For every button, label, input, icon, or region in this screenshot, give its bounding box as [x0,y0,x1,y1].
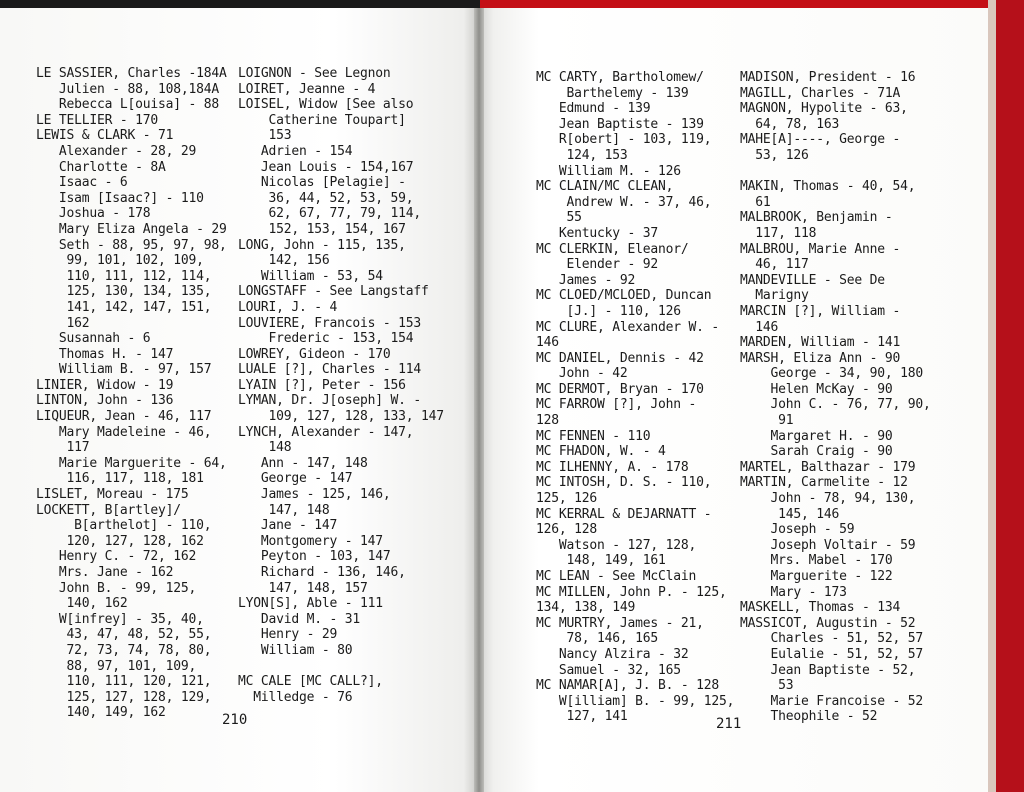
index-entry: William - 53, 54 [238,268,383,284]
index-entry: Marie Marguerite - 64, [36,455,227,471]
index-entry: 152, 153, 154, 167 [238,221,406,237]
index-entry: 120, 127, 128, 162 [36,533,204,549]
index-entry: MC INTOSH, D. S. - 110, [536,475,712,491]
index-entry: MARSH, Eliza Ann - 90 [740,350,901,366]
index-entry: MC CLAIN/MC CLEAN, [536,179,674,195]
right-page-index-column-2 [740,70,931,725]
index-entry: 141, 142, 147, 151, [36,299,212,315]
index-entry: George - 34, 90, 180 [740,366,924,382]
index-entry: Elender - 92 [536,257,659,273]
index-entry: 125, 126 [536,491,598,507]
index-entry: Jean Louis - 154,167 [238,159,414,175]
index-entry: MAKIN, Thomas - 40, 54, [740,179,916,195]
index-entry: LOIGNON - See Legnon [238,66,391,81]
index-entry: 116, 117, 118, 181 [36,471,204,487]
index-entry: 88, 97, 101, 109, [36,658,197,674]
index-entry: 142, 156 [238,253,330,269]
index-entry [740,164,931,180]
index-entry: Kentucky - 37 [536,225,659,241]
index-entry: Edmund - 139 [536,101,651,117]
index-entry: Alexander - 28, 29 [36,143,197,159]
index-entry: LOWREY, Gideon - 170 [238,346,391,362]
index-entry: 140, 149, 162 [36,705,166,721]
index-entry: MC MURTRY, James - 21, [536,615,704,631]
index-entry: 36, 44, 52, 53, 59, [238,190,414,206]
index-entry: Theophile - 52 [740,709,878,725]
index-entry: Barthelemy - 139 [536,85,689,101]
index-entry: 109, 127, 128, 133, 147 [238,409,444,425]
index-entry: 148, 149, 161 [536,553,666,569]
index-entry: MC DANIEL, Dennis - 42 [536,350,704,366]
index-entry: LOURI, J. - 4 [238,299,338,315]
index-entry: William M. - 126 [536,163,681,179]
index-entry: LONGSTAFF - See Langstaff [238,284,429,300]
index-entry: Charles - 51, 52, 57 [740,631,924,647]
book-gutter [474,8,484,792]
index-entry: Joseph - 59 [740,522,855,538]
index-entry: Catherine Toupart] [238,112,406,128]
index-entry: 125, 127, 128, 129, [36,689,212,705]
index-entry: Milledge - 76 [238,689,353,705]
index-entry: LIQUEUR, Jean - 46, 117 [36,409,212,425]
index-entry: B[arthelot] - 110, [36,518,212,534]
index-entry: 140, 162 [36,596,128,612]
index-entry: Rebecca L[ouisa] - 88 [36,97,220,113]
index-entry: LE SASSIER, Charles -184A [36,66,227,81]
index-entry: Isam [Isaac?] - 110 [36,190,204,206]
index-entry: Marie Francoise - 52 [740,693,924,709]
index-entry: Nancy Alzira - 32 [536,646,689,662]
index-entry: MC CALE [MC CALL?], [238,674,383,690]
index-entry: 61 [740,194,771,210]
index-entry: [J.] - 110, 126 [536,303,681,319]
index-entry: Andrew W. - 37, 46, [536,194,712,210]
index-entry: MC LEAN - See McClain [536,569,697,584]
index-entry: MADISON, President - 16 [740,70,916,85]
index-entry: MC ILHENNY, A. - 178 [536,459,689,475]
index-entry: Isaac - 6 [36,175,128,191]
index-entry: LOIRET, Jeanne - 4 [238,81,376,97]
index-entry: MC KERRAL & DEJARNATT - [536,506,712,522]
index-entry: 62, 67, 77, 79, 114, [238,206,422,222]
index-entry: 162 [36,315,90,331]
index-entry: Samuel - 32, 165 [536,662,681,678]
index-entry: MC NAMAR[A], J. B. - 128 [536,678,720,694]
index-entry: Joseph Voltair - 59 [740,537,916,553]
index-entry: Margaret H. - 90 [740,428,893,444]
index-entry: Henry - 29 [238,627,338,643]
index-entry: Joshua - 178 [36,206,151,222]
index-entry: Seth - 88, 95, 97, 98, [36,237,227,253]
index-entry: William B. - 97, 157 [36,362,212,378]
index-entry: 146 [740,319,779,335]
index-entry: John - 78, 94, 130, [740,491,916,507]
index-entry: James - 125, 146, [238,487,391,503]
index-entry: Peyton - 103, 147 [238,549,391,565]
index-entry: John B. - 99, 125, [36,580,197,596]
right-page-number: 211 [716,716,742,732]
index-entry: 153 [238,128,292,144]
index-entry: Jane - 147 [238,518,338,534]
index-entry: MC FARROW [?], John - [536,397,697,413]
index-entry: Susannah - 6 [36,331,151,347]
index-entry: LINTON, John - 136 [36,393,174,409]
left-page-index-column-2 [238,66,444,705]
index-entry: R[obert] - 103, 119, [536,132,712,148]
index-entry: W[illiam] B. - 99, 125, [536,693,735,709]
index-entry: MC MILLEN, John P. - 125, [536,584,727,600]
index-entry: W[infrey] - 35, 40, [36,611,204,627]
index-entry: LYMAN, Dr. J[oseph] W. - [238,393,422,409]
index-entry: MASKELL, Thomas - 134 [740,600,901,616]
index-entry: LOCKETT, B[artley]/ [36,502,181,518]
index-entry: 53 [740,678,794,694]
index-entry: MASSICOT, Augustin - 52 [740,615,916,631]
index-entry: LYON[S], Able - 111 [238,596,383,612]
index-entry: MARTIN, Carmelite - 12 [740,475,908,491]
index-entry: Mrs. Jane - 162 [36,565,174,580]
book-cover-edge [996,0,1024,792]
index-entry [238,659,444,675]
index-entry: Mary Madeleine - 46, [36,424,212,440]
index-entry: 125, 130, 134, 135, [36,284,212,300]
index-entry: Sarah Craig - 90 [740,444,893,460]
index-entry: Mrs. Mabel - 170 [740,553,893,569]
index-entry: Henry C. - 72, 162 [36,549,197,565]
index-entry: LUALE [?], Charles - 114 [238,362,422,378]
index-entry: 72, 73, 74, 78, 80, [36,642,212,658]
index-entry: 128 [536,413,559,429]
index-entry: John - 42 [536,366,628,382]
index-entry: James - 92 [536,272,636,288]
index-entry: 53, 126 [740,147,809,163]
left-page-index-column-1 [36,66,227,721]
index-entry: MC CLURE, Alexander W. - [536,319,720,335]
index-entry: Nicolas [Pelagie] - [238,175,406,191]
index-entry: LE TELLIER - 170 [36,112,159,128]
index-entry: 126, 128 [536,522,598,538]
index-entry: MALBROU, Marie Anne - [740,241,901,257]
index-entry: 55 [536,210,582,226]
index-entry: MC CARTY, Bartholomew/ [536,70,704,85]
index-entry: MC CLERKIN, Eleanor/ [536,241,689,257]
book-cover-top-edge [480,0,1024,8]
index-entry: Jean Baptiste - 139 [536,116,704,132]
index-entry: LYAIN [?], Peter - 156 [238,377,406,393]
index-entry: 146 [536,335,559,351]
index-entry: MANDEVILLE - See De [740,272,885,288]
index-entry: 145, 146 [740,506,840,522]
index-entry: Marigny [740,288,809,304]
index-entry: Mary - 173 [740,584,847,600]
index-entry: 110, 111, 120, 121, [36,674,212,690]
index-entry: Richard - 136, 146, [238,565,406,580]
index-entry: 134, 138, 149 [536,600,636,616]
index-entry: 117, 118 [740,225,817,241]
index-entry: Ann - 147, 148 [238,455,368,471]
index-entry: 99, 101, 102, 109, [36,253,204,269]
index-entry: 147, 148, 157 [238,580,368,596]
index-entry: 43, 47, 48, 52, 55, [36,627,212,643]
index-entry: LYNCH, Alexander - 147, [238,424,414,440]
index-entry: LOISEL, Widow [See also [238,97,414,113]
index-entry: Charlotte - 8A [36,159,166,175]
index-entry: 64, 78, 163 [740,116,840,132]
index-entry: Jean Baptiste - 52, [740,662,916,678]
index-entry: MARCIN [?], William - [740,303,901,319]
index-entry: 147, 148 [238,502,330,518]
index-entry: LISLET, Moreau - 175 [36,487,189,503]
index-entry: Adrien - 154 [238,143,353,159]
index-entry: MAHE[A]----, George - [740,132,901,148]
index-entry: LINIER, Widow - 19 [36,377,174,393]
index-entry: 127, 141 [536,709,628,725]
index-entry: LONG, John - 115, 135, [238,237,406,253]
index-entry: MC CLOED/MCLOED, Duncan [536,288,712,304]
index-entry: MARTEL, Balthazar - 179 [740,459,916,475]
index-entry: Montgomery - 147 [238,533,383,549]
index-entry: George - 147 [238,471,353,487]
right-page-index-column-1 [536,70,734,725]
index-entry: William - 80 [238,642,353,658]
index-entry: John C. - 76, 77, 90, [740,397,931,413]
index-entry: Eulalie - 51, 52, 57 [740,646,924,662]
index-entry: 117 [36,440,90,456]
index-entry: 124, 153 [536,147,628,163]
index-entry: Watson - 127, 128, [536,537,697,553]
index-entry: MC DERMOT, Bryan - 170 [536,381,704,397]
index-entry: Marguerite - 122 [740,569,893,584]
index-entry: 148 [238,440,292,456]
index-entry: David M. - 31 [238,611,361,627]
index-entry: MAGNON, Hypolite - 63, [740,101,908,117]
index-entry: MAGILL, Charles - 71A [740,85,901,101]
index-entry: MC FHADON, W. - 4 [536,444,666,460]
index-entry: 78, 146, 165 [536,631,659,647]
left-page-number: 210 [222,712,248,728]
index-entry: MALBROOK, Benjamin - [740,210,893,226]
index-entry: LEWIS & CLARK - 71 [36,128,174,144]
index-entry: MC FENNEN - 110 [536,428,651,444]
index-entry: 46, 117 [740,257,809,273]
index-entry: MARDEN, William - 141 [740,335,901,351]
index-entry: Thomas H. - 147 [36,346,174,362]
index-entry: Helen McKay - 90 [740,381,893,397]
index-entry: LOUVIERE, Francois - 153 [238,315,422,331]
index-entry: Mary Eliza Angela - 29 [36,221,227,237]
index-entry: Julien - 88, 108,184A [36,81,220,97]
index-entry: Frederic - 153, 154 [238,331,414,347]
index-entry: 110, 111, 112, 114, [36,268,212,284]
index-entry: 91 [740,413,794,429]
